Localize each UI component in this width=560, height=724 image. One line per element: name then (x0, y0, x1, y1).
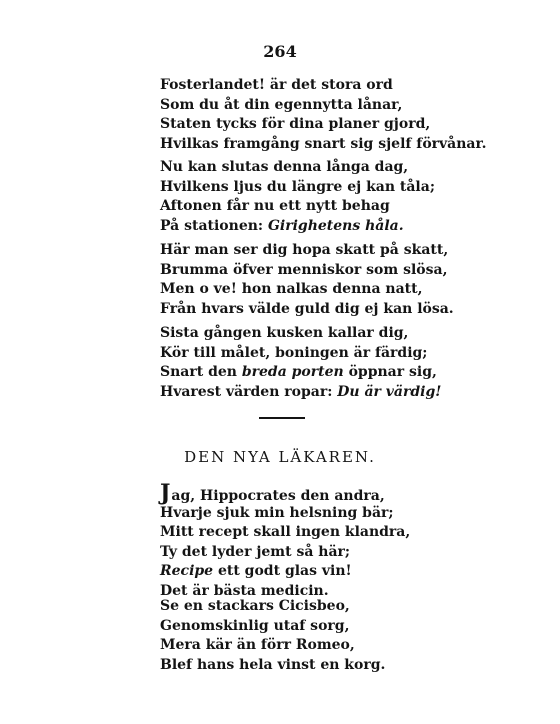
poem-line: Men o ve! hon nalkas denna natt, (160, 281, 423, 297)
poem-line: Nu kan slutas denna långa dag, (160, 159, 409, 175)
poem-line: Kör till målet, boningen är färdig; (160, 344, 428, 361)
line-text: På stationen: (160, 217, 268, 234)
poem-line: Blef hans hela vinst en korg. (160, 656, 386, 673)
page-number: 264 (263, 42, 297, 61)
poem-line: Det är bästa medicin. (160, 582, 329, 599)
section-divider (259, 417, 305, 419)
poem2-stanza-1 (160, 480, 411, 601)
poem-line: Aftonen får nu ett nytt behag (160, 198, 390, 214)
poem-title: DEN NYA LÄKAREN. (184, 448, 376, 466)
poem-line (160, 383, 441, 403)
line-text: öppnar sig, (343, 364, 437, 380)
poem-line: Staten tycks för dina planer gjord, (160, 116, 431, 132)
stanza-2 (160, 158, 435, 236)
poem-line: Genomskinlig utaf sorg, (160, 617, 350, 634)
poem-line (160, 562, 410, 582)
line-text: Hvarest värden ropar: (160, 383, 338, 400)
poem-line: Som du åt din egennytta lånar, (160, 96, 403, 113)
poem-line (160, 480, 410, 506)
stanza-1 (160, 76, 486, 154)
poem-line: Se en stackars Cicisbeo, (160, 598, 350, 614)
poem-line: Brumma öfver menniskor som slösa, (160, 261, 448, 278)
stanza-3 (160, 241, 454, 319)
stanza-4 (160, 324, 441, 402)
poem-line: Mitt recept skall ingen klandra, (160, 524, 411, 540)
poem2-stanza-2 (160, 597, 385, 675)
poem-line: Här man ser dig hopa skatt på skatt, (160, 242, 449, 258)
poem-line (160, 363, 441, 383)
line-text: Snart den (160, 364, 242, 380)
line-text: ett godt glas vin! (213, 563, 352, 579)
poem-line: Från hvars välde guld dig ej kan lösa. (160, 300, 454, 317)
poem-line (160, 217, 435, 237)
drop-cap: J (160, 480, 171, 506)
poem-line: Hvilkens ljus du längre ej kan tåla; (160, 178, 435, 195)
italic-phrase: Du är värdig! (337, 383, 442, 400)
poem-line: Ty det lyder jemt så här; (160, 543, 351, 560)
poem-line: Mera kär än förr Romeo, (160, 637, 355, 653)
italic-phrase: breda porten (241, 364, 344, 380)
poem-line: Hvarje sjuk min helsning bär; (160, 504, 394, 521)
poem-line: Fosterlandet! är det stora ord (160, 77, 393, 93)
poem-line: Hvilkas framgång snart sig sjelf förvånar. (160, 135, 487, 152)
poem-line: Sista gången kusken kallar dig, (160, 325, 409, 341)
italic-phrase: Girighetens håla. (267, 217, 404, 234)
line-text: ag, Hippocrates den andra, (171, 488, 385, 504)
italic-phrase: Recipe (160, 563, 214, 579)
